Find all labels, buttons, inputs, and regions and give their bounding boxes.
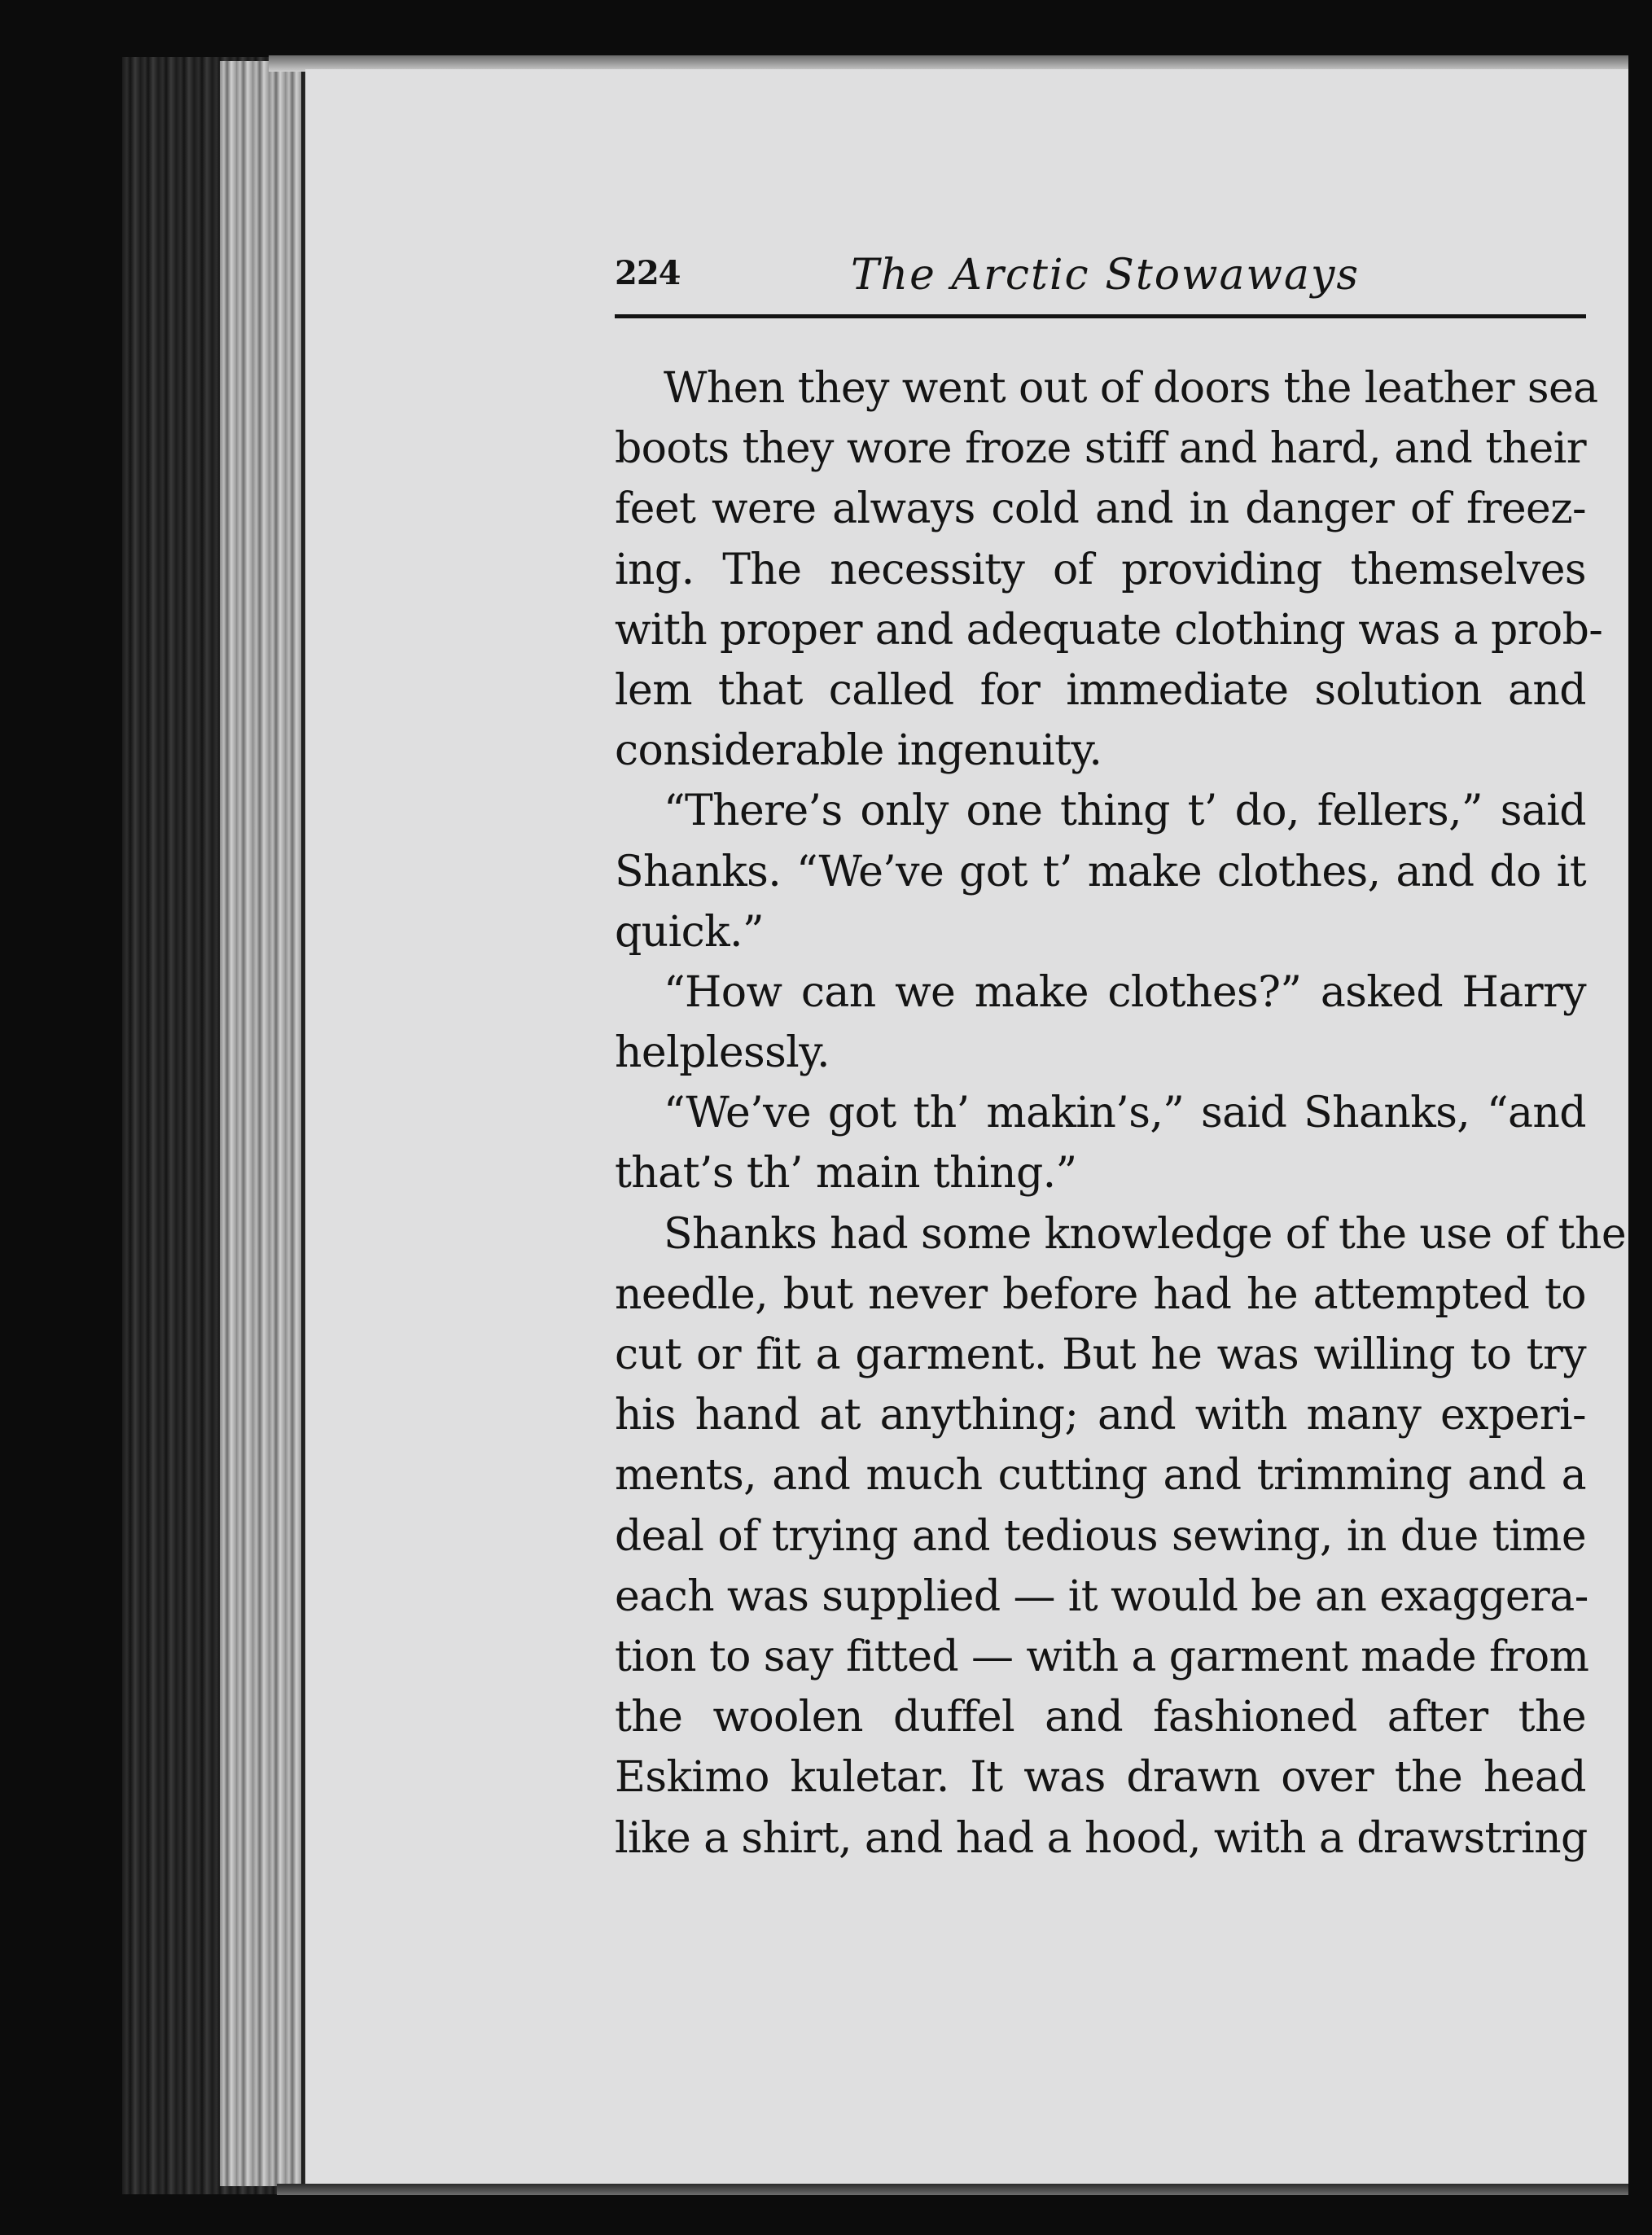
text-line: his hand at anything; and with many experi- (615, 1391, 1586, 1440)
page-number: 224 (615, 254, 681, 292)
paragraph (615, 1083, 1586, 1203)
body-text (615, 358, 1627, 1869)
text-line: each was supplied — it would be an exaggera- (615, 1571, 1588, 1621)
paragraph (615, 962, 1586, 1083)
book-title: The Arctic Stowaways (851, 251, 1361, 300)
text-line: cut or fit a garment. But he was willing to try (615, 1330, 1586, 1379)
text-line: with proper and adequate clothing was a prob- (615, 605, 1603, 655)
text-line: Shanks had some knowledge of the use of the (664, 1209, 1627, 1259)
text-line: lem that called for immediate solution and (615, 665, 1586, 715)
text-line: “There’s only one thing t’ do, fellers,” said (664, 787, 1586, 836)
text-line: “We’ve got th’ makin’s,” said Shanks, “and (664, 1089, 1586, 1138)
running-head (615, 251, 1586, 324)
text-line: considerable ingenuity. (615, 726, 1102, 776)
text-line: ments, and much cutting and trimming and a (615, 1451, 1586, 1501)
text-line: helplessly. (615, 1028, 830, 1078)
text-line: needle, but never before had he attempted to (615, 1269, 1586, 1319)
text-line: like a shirt, and had a hood, with a drawstring (615, 1813, 1588, 1863)
page-edges-highlight (220, 61, 301, 2186)
text-line: Shanks. “We’ve got t’ make clothes, and do it (615, 847, 1586, 896)
text-line: the woolen duffel and fashioned after the (615, 1693, 1586, 1742)
text-line: boots they wore froze stiff and hard, and their (615, 424, 1586, 474)
text-line: deal of trying and tedious sewing, in due time (615, 1511, 1586, 1561)
text-line: quick.” (615, 907, 764, 957)
text-line: tion to say fitted — with a garment made from (615, 1632, 1589, 1681)
paragraph (615, 358, 1603, 781)
text-line: ing. The necessity of providing themselves (615, 545, 1586, 594)
page-bottom-edge (277, 2184, 1628, 2195)
text-line: “How can we make clothes?” asked Harry (664, 967, 1586, 1017)
paragraph (615, 1204, 1627, 1869)
paragraph (615, 781, 1586, 962)
text-line: Eskimo kuletar. It was drawn over the head (615, 1753, 1586, 1803)
text-line: feet were always cold and in danger of freez- (615, 484, 1586, 534)
text-line: that’s th’ main thing.” (615, 1149, 1077, 1199)
header-rule (615, 314, 1586, 318)
text-line: When they went out of doors the leather sea (664, 364, 1598, 413)
